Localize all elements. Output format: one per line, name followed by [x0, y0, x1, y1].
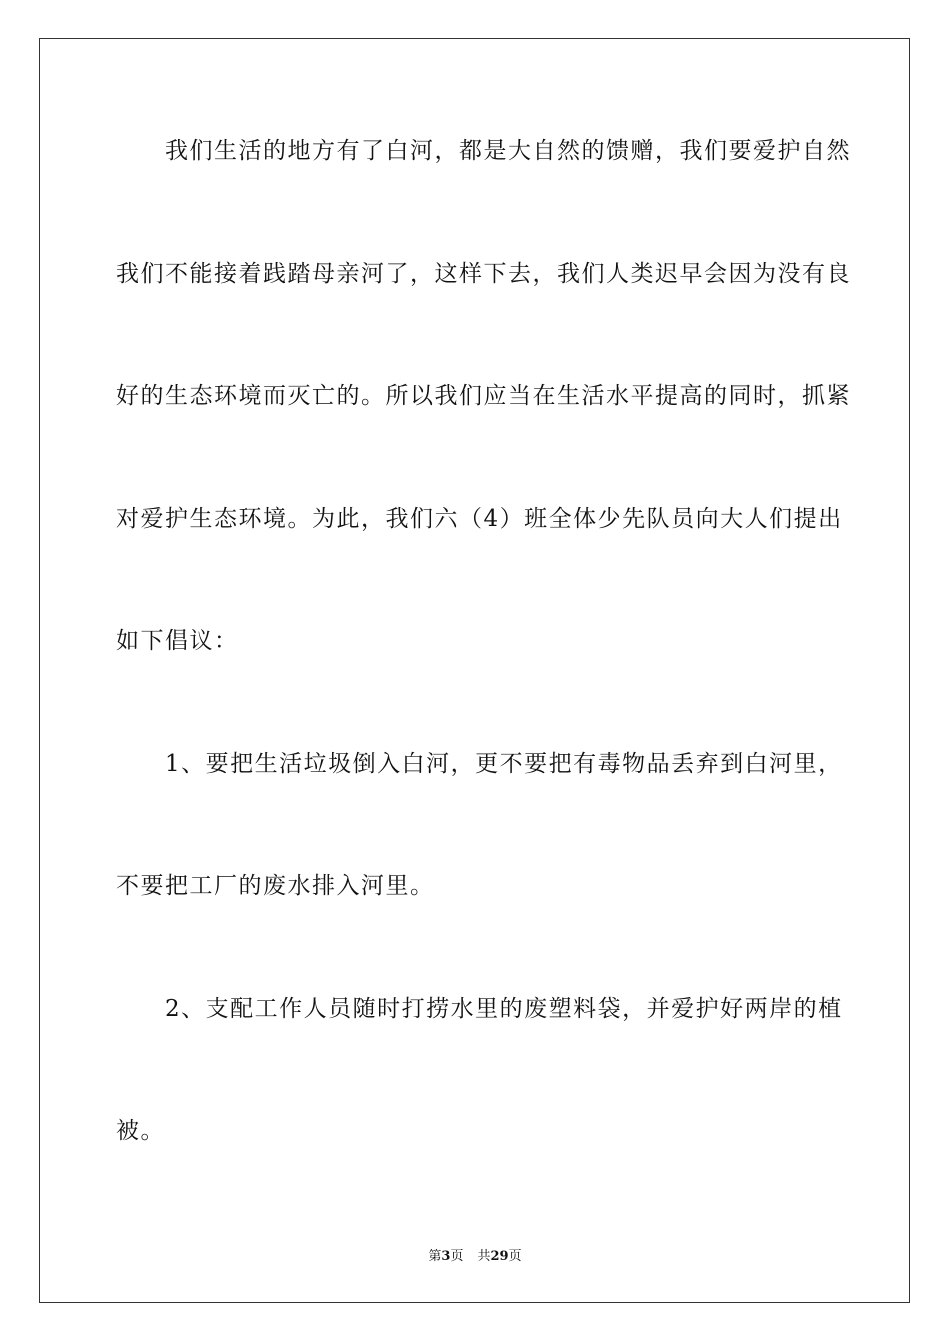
- page-footer: [0, 1248, 950, 1266]
- list-item-2-line-1: 2、支配工作人员随时打捞水里的废塑料袋，并爱护好两岸的植: [116, 996, 843, 1022]
- total-suffix: 页: [508, 1249, 522, 1264]
- paragraph-line-5: 如下倡议：: [116, 628, 239, 654]
- list-item-1-line-1: 1、要把生活垃圾倒入白河，更不要把有毒物品丢弃到白河里，: [116, 751, 843, 777]
- list-item-2-line-2: 被。: [116, 1118, 165, 1144]
- paragraph-line-3: 好的生态环境而灭亡的。所以我们应当在生活水平提高的同时，抓紧: [116, 383, 851, 409]
- page-suffix: 页: [450, 1249, 464, 1264]
- list-item-1-line-2: 不要把工厂的废水排入河里。: [116, 873, 435, 899]
- page-number: 3: [441, 1249, 451, 1264]
- total-prefix: 共: [477, 1249, 491, 1264]
- paragraph-line-1: 我们生活的地方有了白河，都是大自然的馈赠，我们要爱护自然: [116, 138, 851, 164]
- page-prefix: 第: [428, 1249, 442, 1264]
- paragraph-line-4: 对爱护生态环境。为此，我们六（4）班全体少先队员向大人们提出: [116, 506, 843, 532]
- total-pages: 29: [490, 1249, 509, 1264]
- page-border: [39, 38, 910, 1303]
- paragraph-line-2: 我们不能接着践踏母亲河了，这样下去，我们人类迟早会因为没有良: [116, 261, 851, 287]
